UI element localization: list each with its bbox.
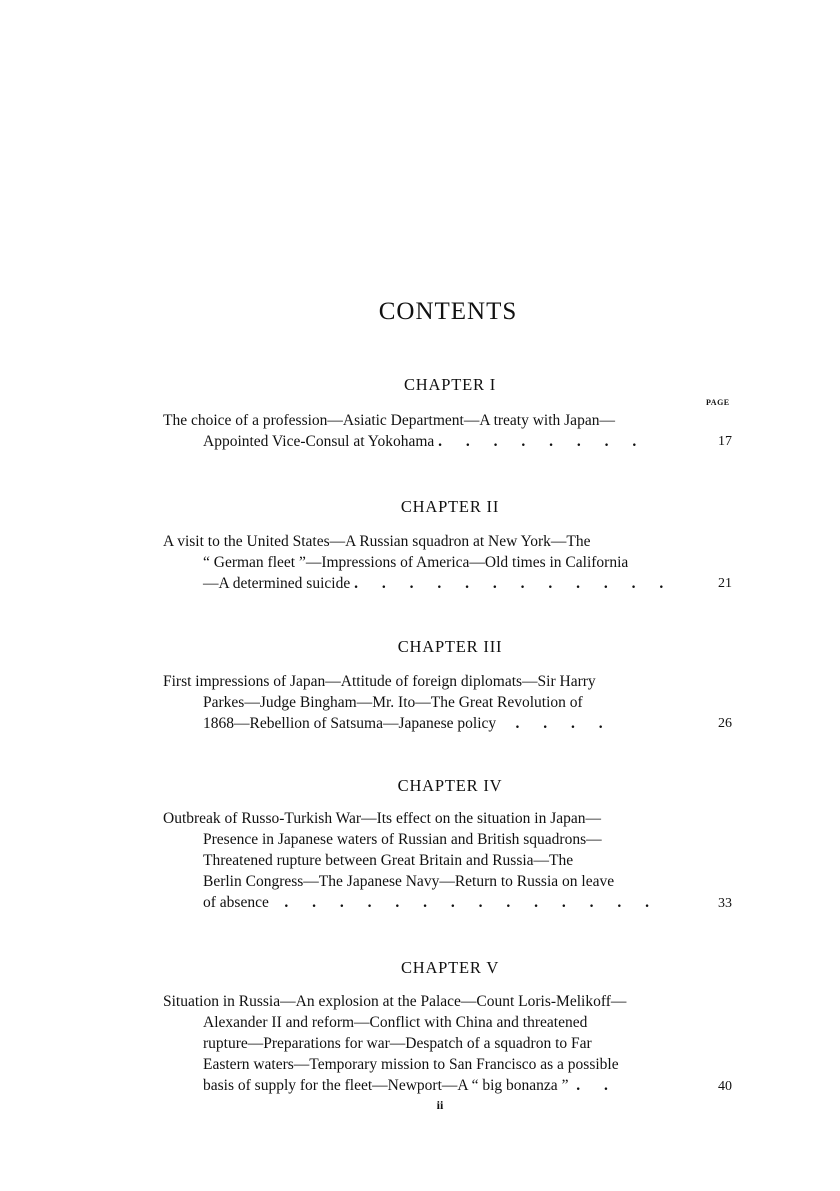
summary-line-last: Appointed Vice-Consul at Yokohama . . . . . . . . bbox=[203, 433, 647, 450]
page-number: 21 bbox=[718, 576, 732, 591]
summary-line: Situation in Russia—An explosion at the Palace—Count Loris-Melikoff— bbox=[163, 993, 627, 1010]
summary-line: Outbreak of Russo-Turkish War—Its effect on the situation in Japan— bbox=[163, 810, 602, 827]
summary-line-last: —A determined suicide . . . . . . . . . . . . bbox=[203, 575, 674, 592]
summary-line: Parkes—Judge Bingham—Mr. Ito—The Great Revolution of bbox=[203, 694, 583, 711]
chapter-heading: CHAPTER I bbox=[404, 375, 496, 394]
summary-line: First impressions of Japan—Attitude of foreign diplomats—Sir Harry bbox=[163, 673, 596, 690]
summary-line: Alexander II and reform—Conflict with China and threatened bbox=[203, 1014, 588, 1031]
page-number: 33 bbox=[718, 896, 732, 911]
page-number: 40 bbox=[718, 1079, 732, 1094]
dot-leaders: . . . . . . . . . . . . . . bbox=[284, 894, 659, 911]
dot-leaders: . . bbox=[576, 1077, 618, 1094]
summary-line-last: of absence . . . . . . . . . . . . . . bbox=[203, 894, 659, 911]
summary-line: Eastern waters—Temporary mission to San Francisco as a possible bbox=[203, 1056, 619, 1073]
summary-line-last: basis of supply for the fleet—Newport—A “ big bonanza ” . . bbox=[203, 1077, 618, 1094]
chapter-heading: CHAPTER IV bbox=[397, 776, 503, 795]
page-title: CONTENTS bbox=[378, 298, 518, 325]
dot-leaders: . . . . bbox=[515, 715, 613, 732]
page-number: 26 bbox=[718, 716, 732, 731]
chapter-summary bbox=[163, 671, 695, 734]
summary-line: Threatened rupture between Great Britain and Russia—The bbox=[203, 852, 574, 869]
summary-line: Berlin Congress—The Japanese Navy—Return to Russia on leave bbox=[203, 873, 615, 890]
dot-leaders: . . . . . . . . . . . . bbox=[354, 575, 674, 592]
summary-line: A visit to the United States—A Russian squadron at New York—The bbox=[163, 533, 591, 550]
summary-line: rupture—Preparations for war—Despatch of a squadron to Far bbox=[203, 1035, 592, 1052]
summary-line: The choice of a profession—Asiatic Department—A treaty with Japan— bbox=[163, 412, 615, 429]
chapter-summary bbox=[163, 410, 695, 452]
chapter-heading: CHAPTER V bbox=[400, 958, 500, 977]
chapter-summary bbox=[163, 531, 695, 594]
dot-leaders: . . . . . . . . bbox=[438, 433, 647, 450]
page-column-label: PAGE bbox=[706, 398, 730, 407]
chapter-heading: CHAPTER III bbox=[397, 637, 503, 656]
chapter-summary bbox=[163, 991, 695, 1096]
chapter-heading: CHAPTER II bbox=[400, 497, 500, 516]
summary-line: Presence in Japanese waters of Russian and British squadrons— bbox=[203, 831, 602, 848]
summary-line: “ German fleet ”—Impressions of America—Old times in California bbox=[203, 554, 629, 571]
summary-line-last: 1868—Rebellion of Satsuma—Japanese policy . . . . bbox=[203, 715, 613, 732]
chapter-summary bbox=[163, 808, 695, 913]
folio-number: ii bbox=[436, 1098, 444, 1112]
page-number: 17 bbox=[718, 434, 732, 449]
